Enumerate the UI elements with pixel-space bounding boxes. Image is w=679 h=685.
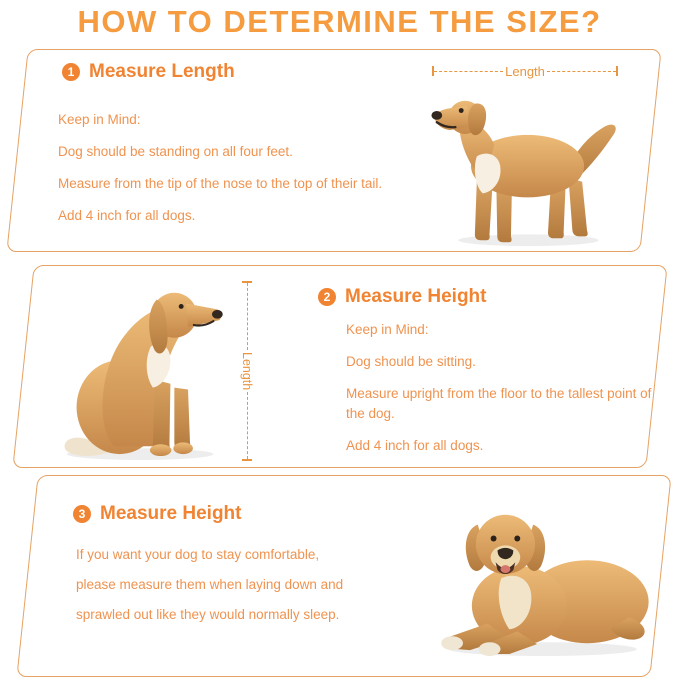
section-2-heading-text: Measure Height [345, 286, 487, 307]
section-1-heading-text: Measure Length [89, 61, 235, 82]
section-2-measure-height [23, 265, 657, 468]
body-line: Dog should be sitting. [346, 354, 476, 369]
body-line: Keep in Mind: [58, 112, 141, 127]
measure-end-cap [616, 66, 618, 76]
height-measure-line [240, 281, 254, 461]
sitting-golden-retriever-image [57, 278, 233, 462]
body-line: If you want your dog to stay comfortable, [76, 547, 320, 562]
measure-dashed-line [434, 71, 503, 72]
standing-golden-retriever-image [426, 92, 631, 250]
measure-dashed-line [247, 392, 248, 459]
measure-label: Length [505, 63, 545, 79]
length-measure-line [432, 64, 618, 78]
section-3-heading-text: Measure Height [100, 503, 242, 524]
body-line: sprawled out like they would normally sleep. [76, 607, 340, 622]
body-line: Dog should be standing on all four feet. [58, 144, 293, 159]
measure-end-cap [242, 459, 252, 461]
measure-dashed-line [247, 283, 248, 350]
section-2-heading [318, 286, 486, 308]
section-1-measure-length [17, 49, 651, 252]
measure-dashed-line [547, 71, 616, 72]
step-2-badge: 2 [318, 288, 336, 306]
body-line: Add 4 inch for all dogs. [58, 208, 196, 223]
section-3-body [76, 545, 406, 635]
section-1-heading [62, 61, 235, 83]
body-line: please measure them when laying down and [76, 577, 344, 592]
step-1-badge: 1 [62, 63, 80, 81]
lying-golden-retriever-image [426, 499, 654, 659]
step-3-badge: 3 [73, 505, 91, 523]
section-2-body [346, 320, 668, 468]
body-line: Keep in Mind: [346, 322, 429, 337]
body-line: Measure from the tip of the nose to the top of their tail. [58, 176, 383, 191]
section-1-body [58, 110, 418, 238]
body-line: Measure upright from the floor to the tallest point of the dog. [346, 386, 652, 421]
body-line: Add 4 inch for all dogs. [346, 438, 484, 453]
section-3-measure-height [27, 475, 661, 677]
measure-label: Length [240, 351, 254, 391]
page-title: HOW TO DETERMINE THE SIZE? [77, 4, 602, 39]
section-3-heading [73, 503, 241, 525]
